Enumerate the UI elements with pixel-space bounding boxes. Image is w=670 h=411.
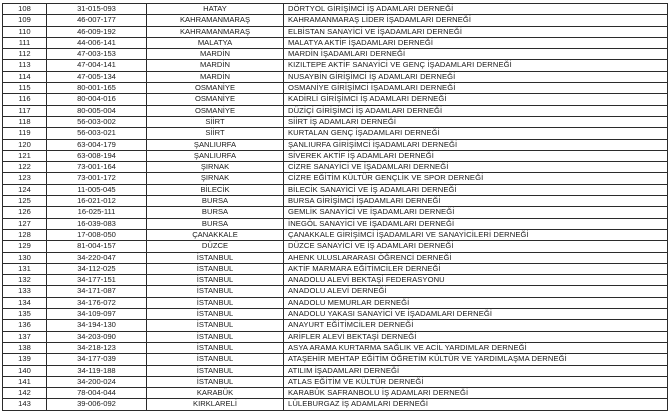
city-cell: İSTANBUL <box>147 354 284 365</box>
row-number-cell: 124 <box>3 184 47 195</box>
row-number-cell: 135 <box>3 309 47 320</box>
association-name-cell: GEMLİK SANAYİCİ VE İŞADAMLARI DERNEĞİ <box>284 207 668 218</box>
city-cell: İSTANBUL <box>147 275 284 286</box>
registry-code-cell: 34-171-087 <box>47 286 147 297</box>
row-number-cell: 113 <box>3 60 47 71</box>
registry-code-cell: 47-004-141 <box>47 60 147 71</box>
association-name-cell: KADİRLİ GİRİŞİMCİ İŞ ADAMLARI DERNEĞİ <box>284 94 668 105</box>
association-name-cell: BİLECİK SANAYİCİ VE İŞ ADAMLARI DERNEĞİ <box>284 184 668 195</box>
registry-code-cell: 34-176-072 <box>47 297 147 308</box>
association-name-cell: SİVEREK AKTİF İŞ ADAMLARI DERNEĞİ <box>284 150 668 161</box>
registry-code-cell: 44-006-141 <box>47 37 147 48</box>
registry-code-cell: 47-003-153 <box>47 49 147 60</box>
table-row <box>3 150 668 161</box>
registry-code-cell: 80-005-004 <box>47 105 147 116</box>
association-name-cell: KURTALAN GENÇ İŞADAMLARI DERNEĞİ <box>284 128 668 139</box>
table-row <box>3 139 668 150</box>
registry-code-cell: 78-004-044 <box>47 388 147 399</box>
row-number-cell: 115 <box>3 83 47 94</box>
row-number-cell: 137 <box>3 331 47 342</box>
row-number-cell: 114 <box>3 71 47 82</box>
city-cell: MARDİN <box>147 60 284 71</box>
registry-code-cell: 34-177-151 <box>47 275 147 286</box>
table-row <box>3 26 668 37</box>
table-row <box>3 365 668 376</box>
registry-code-cell: 80-004-016 <box>47 94 147 105</box>
city-cell: İSTANBUL <box>147 320 284 331</box>
association-name-cell: AKTİF MARMARA EĞİTİMCİLER DERNEĞİ <box>284 263 668 274</box>
table-row <box>3 376 668 387</box>
table-row <box>3 184 668 195</box>
city-cell: ŞANLIURFA <box>147 139 284 150</box>
association-name-cell: ELBİSTAN SANAYİCİ VE İŞADAMLARI DERNEĞİ <box>284 26 668 37</box>
registry-code-cell: 56-003-021 <box>47 128 147 139</box>
table-row <box>3 105 668 116</box>
table-row <box>3 128 668 139</box>
registry-code-cell: 34-200-024 <box>47 376 147 387</box>
association-name-cell: SİİRT İŞ ADAMLARI DERNEĞİ <box>284 116 668 127</box>
association-name-cell: ATAŞEHİR MEHTAP EĞİTİM ÖĞRETİM KÜLTÜR VE YARDIMLAŞMA DERNEĞİ <box>284 354 668 365</box>
table-row <box>3 399 668 410</box>
association-name-cell: ATILIM İŞADAMLARI DERNEĞİ <box>284 365 668 376</box>
table-row <box>3 218 668 229</box>
table-row <box>3 60 668 71</box>
association-name-cell: OSMANİYE GİRİŞİMCİ İŞADAMLARI DERNEĞİ <box>284 83 668 94</box>
city-cell: MARDİN <box>147 71 284 82</box>
association-name-cell: ANADOLU MEMURLAR DERNEĞİ <box>284 297 668 308</box>
registry-code-cell: 81-004-157 <box>47 241 147 252</box>
registry-code-cell: 46-009-192 <box>47 26 147 37</box>
table-row <box>3 116 668 127</box>
row-number-cell: 142 <box>3 388 47 399</box>
row-number-cell: 126 <box>3 207 47 218</box>
registry-code-cell: 17-008-050 <box>47 229 147 240</box>
table-row <box>3 320 668 331</box>
table-row <box>3 388 668 399</box>
row-number-cell: 131 <box>3 263 47 274</box>
registry-code-cell: 34-119-188 <box>47 365 147 376</box>
registry-code-cell: 39-006-092 <box>47 399 147 410</box>
city-cell: MALATYA <box>147 37 284 48</box>
city-cell: İSTANBUL <box>147 342 284 353</box>
row-number-cell: 134 <box>3 297 47 308</box>
association-name-cell: DÜZCE SANAYİCİ VE İŞ ADAMLARI DERNEĞİ <box>284 241 668 252</box>
table-row <box>3 83 668 94</box>
registry-code-cell: 31-015-093 <box>47 4 147 15</box>
row-number-cell: 117 <box>3 105 47 116</box>
city-cell: İSTANBUL <box>147 286 284 297</box>
table-row <box>3 4 668 15</box>
association-name-cell: ŞANLIURFA GİRİŞİMCİ İŞADAMLARI DERNEĞİ <box>284 139 668 150</box>
registry-code-cell: 34-177-039 <box>47 354 147 365</box>
city-cell: OSMANİYE <box>147 105 284 116</box>
association-name-cell: ANAYURT EĞİTİMCİLER DERNEĞİ <box>284 320 668 331</box>
table-row <box>3 354 668 365</box>
registry-code-cell: 16-039-083 <box>47 218 147 229</box>
registry-code-cell: 47-005-134 <box>47 71 147 82</box>
city-cell: İSTANBUL <box>147 309 284 320</box>
table-row <box>3 263 668 274</box>
row-number-cell: 118 <box>3 116 47 127</box>
registry-code-cell: 63-004-179 <box>47 139 147 150</box>
association-name-cell: MARDİN İŞADAMLARI DERNEĞİ <box>284 49 668 60</box>
association-name-cell: KIZILTEPE AKTİF SANAYİCİ VE GENÇ İŞADAMLARI DERNEĞİ <box>284 60 668 71</box>
city-cell: BİLECİK <box>147 184 284 195</box>
table-row <box>3 229 668 240</box>
registry-code-cell: 34-203-090 <box>47 331 147 342</box>
table-row <box>3 331 668 342</box>
city-cell: SİİRT <box>147 128 284 139</box>
association-name-cell: BURSA GİRİŞİMCİ İŞADAMLARI DERNEĞİ <box>284 196 668 207</box>
registry-code-cell: 46-007-177 <box>47 15 147 26</box>
city-cell: KIRKLARELİ <box>147 399 284 410</box>
association-name-cell: NUSAYBİN GİRİŞİMCİ İŞ ADAMLARI DERNEĞİ <box>284 71 668 82</box>
registry-code-cell: 34-218-123 <box>47 342 147 353</box>
table-row <box>3 286 668 297</box>
row-number-cell: 125 <box>3 196 47 207</box>
table-row <box>3 342 668 353</box>
association-name-cell: ATLAS EĞİTİM VE KÜLTÜR DERNEĞİ <box>284 376 668 387</box>
table-row <box>3 196 668 207</box>
city-cell: İSTANBUL <box>147 263 284 274</box>
city-cell: BURSA <box>147 218 284 229</box>
association-name-cell: LÜLEBURGAZ İŞ ADAMLARI DERNEĞİ <box>284 399 668 410</box>
city-cell: HATAY <box>147 4 284 15</box>
row-number-cell: 127 <box>3 218 47 229</box>
city-cell: ŞIRNAK <box>147 173 284 184</box>
table-row <box>3 241 668 252</box>
row-number-cell: 109 <box>3 15 47 26</box>
table-row <box>3 173 668 184</box>
city-cell: İSTANBUL <box>147 376 284 387</box>
row-number-cell: 129 <box>3 241 47 252</box>
city-cell: İSTANBUL <box>147 365 284 376</box>
row-number-cell: 112 <box>3 49 47 60</box>
city-cell: İSTANBUL <box>147 297 284 308</box>
table-row <box>3 49 668 60</box>
registry-code-cell: 63-008-194 <box>47 150 147 161</box>
registry-code-cell: 16-025-111 <box>47 207 147 218</box>
association-name-cell: DÖRTYOL GİRİŞİMCİ İŞ ADAMLARI DERNEĞİ <box>284 4 668 15</box>
registry-code-cell: 34-220-047 <box>47 252 147 263</box>
row-number-cell: 119 <box>3 128 47 139</box>
row-number-cell: 121 <box>3 150 47 161</box>
association-table <box>2 3 668 411</box>
registry-code-cell: 16-021-012 <box>47 196 147 207</box>
registry-code-cell: 34-112-025 <box>47 263 147 274</box>
table-row <box>3 71 668 82</box>
association-name-cell: AHENK ULUSLARARASI ÖĞRENCİ DERNEĞİ <box>284 252 668 263</box>
city-cell: SİİRT <box>147 116 284 127</box>
registry-code-cell: 73-001-172 <box>47 173 147 184</box>
table-row <box>3 37 668 48</box>
row-number-cell: 130 <box>3 252 47 263</box>
association-name-cell: ANADOLU ALEVİ DERNEĞİ <box>284 286 668 297</box>
registry-code-cell: 34-194-130 <box>47 320 147 331</box>
city-cell: ÇANAKKALE <box>147 229 284 240</box>
row-number-cell: 128 <box>3 229 47 240</box>
row-number-cell: 132 <box>3 275 47 286</box>
city-cell: KAHRAMANMARAŞ <box>147 15 284 26</box>
city-cell: OSMANİYE <box>147 94 284 105</box>
registry-code-cell: 11-005-045 <box>47 184 147 195</box>
city-cell: ŞIRNAK <box>147 162 284 173</box>
row-number-cell: 110 <box>3 26 47 37</box>
city-cell: İSTANBUL <box>147 331 284 342</box>
city-cell: ŞANLIURFA <box>147 150 284 161</box>
registry-code-cell: 34-109-097 <box>47 309 147 320</box>
association-name-cell: CİZRE EĞİTİM KÜLTÜR GENÇLİK VE SPOR DERNEĞİ <box>284 173 668 184</box>
association-list-page <box>2 3 667 411</box>
city-cell: BURSA <box>147 207 284 218</box>
table-row <box>3 15 668 26</box>
association-name-cell: KARABÜK SAFRANBOLU İŞ ADAMLARI DERNEĞİ <box>284 388 668 399</box>
row-number-cell: 111 <box>3 37 47 48</box>
row-number-cell: 108 <box>3 4 47 15</box>
city-cell: İSTANBUL <box>147 252 284 263</box>
association-name-cell: MALATYA AKTİF İŞADAMLARI DERNEĞİ <box>284 37 668 48</box>
association-name-cell: İNEGÖL SANAYİCİ VE İŞADAMLARI DERNEĞİ <box>284 218 668 229</box>
table-row <box>3 162 668 173</box>
table-row <box>3 297 668 308</box>
association-name-cell: CİZRE SANAYİCİ VE İŞADAMLARI DERNEĞİ <box>284 162 668 173</box>
table-row <box>3 252 668 263</box>
registry-code-cell: 73-001-164 <box>47 162 147 173</box>
association-name-cell: ANADOLU YAKASI SANAYİCİ VE İŞADAMLARI DERNEĞİ <box>284 309 668 320</box>
association-name-cell: ASYA ARAMA KURTARMA SAĞLIK VE ACİL YARDIMLAR DERNEĞİ <box>284 342 668 353</box>
city-cell: MARDİN <box>147 49 284 60</box>
table-row <box>3 207 668 218</box>
row-number-cell: 141 <box>3 376 47 387</box>
city-cell: OSMANİYE <box>147 83 284 94</box>
row-number-cell: 138 <box>3 342 47 353</box>
row-number-cell: 139 <box>3 354 47 365</box>
association-table-body <box>3 4 668 411</box>
row-number-cell: 143 <box>3 399 47 410</box>
table-row <box>3 309 668 320</box>
city-cell: BURSA <box>147 196 284 207</box>
city-cell: DÜZCE <box>147 241 284 252</box>
city-cell: KAHRAMANMARAŞ <box>147 26 284 37</box>
association-name-cell: ÇANAKKALE GİRİŞİMCİ İŞADAMLARI VE SANAYİCİLERİ DERNEĞİ <box>284 229 668 240</box>
city-cell: KARABÜK <box>147 388 284 399</box>
association-name-cell: ARİFLER ALEVİ BEKTAŞİ DERNEĞİ <box>284 331 668 342</box>
row-number-cell: 122 <box>3 162 47 173</box>
row-number-cell: 133 <box>3 286 47 297</box>
registry-code-cell: 56-003-002 <box>47 116 147 127</box>
row-number-cell: 120 <box>3 139 47 150</box>
row-number-cell: 123 <box>3 173 47 184</box>
association-name-cell: DÜZİÇİ GİRİŞİMCİ İŞ ADAMLARI DERNEĞİ <box>284 105 668 116</box>
row-number-cell: 136 <box>3 320 47 331</box>
row-number-cell: 140 <box>3 365 47 376</box>
table-row <box>3 275 668 286</box>
association-name-cell: ANADOLU ALEVİ BEKTAŞİ FEDERASYONU <box>284 275 668 286</box>
association-name-cell: KAHRAMANMARAŞ LİDER İŞADAMLARI DERNEĞİ <box>284 15 668 26</box>
registry-code-cell: 80-001-165 <box>47 83 147 94</box>
table-row <box>3 94 668 105</box>
row-number-cell: 116 <box>3 94 47 105</box>
